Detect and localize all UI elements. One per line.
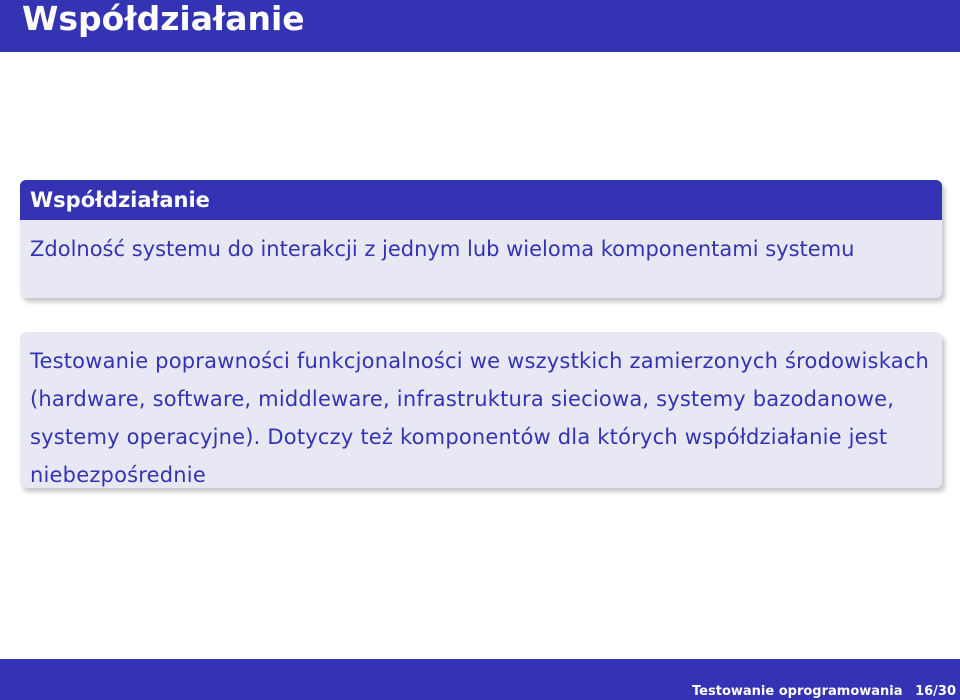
- slide-title: Współdziałanie: [22, 0, 305, 38]
- slide-footer: [0, 659, 960, 700]
- footer-text: [692, 685, 956, 698]
- definition-block-title: Współdziałanie: [30, 187, 210, 212]
- info-block: [20, 332, 942, 488]
- definition-block-text: Zdolność systemu do interakcji z jednym lub wieloma komponentami systemu: [30, 237, 855, 261]
- slide-title-bar: [0, 0, 960, 52]
- footer-page-number: 16/30: [915, 684, 956, 699]
- footer-course-title: Testowanie oprogramowania: [692, 684, 903, 699]
- definition-block-header: [20, 180, 942, 220]
- info-block-text: Testowanie poprawności funkcjonalności we wszystkich zamierzonych środowiskach (hardware, software, middleware, infrastruktura sieciowa, systemy bazodanowe, systemy operacyjne). Dotyczy też komponentów dla których współdziałanie jest niebezpośrednie: [30, 349, 930, 487]
- definition-block: [20, 180, 942, 298]
